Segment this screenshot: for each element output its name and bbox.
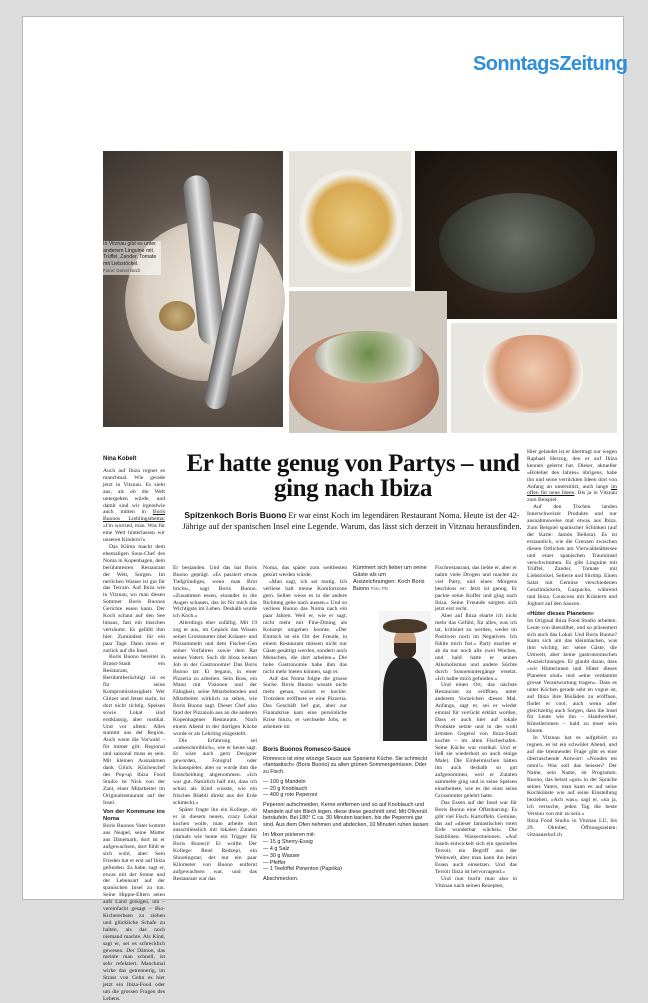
ingredient: — 4 g Salz: [263, 846, 290, 853]
food-shape: [159, 301, 195, 331]
article-column-1: [103, 468, 165, 1002]
recipe-mixer-label: Im Mixer pürieren mit:: [263, 831, 316, 838]
paragraph: Allerdings eher zufällig. Mit 19 zog er aus, im Gepäck das Wissen seiner Grossmutter über Kräuter- und Pilzsammeln und dem Fischer-Gen seiner Vorfahren sowie dem Rat seines Vaters: Such dir bloss keinen Job in der Gastronomie! Das Boris Buono tat: Er begann, in einer Pizzeria zu arbeiten. Sein Boss, ein Mann mit Visionen und der Fähigkeit, seine Mitarbeitenden und Mitarbeiter wirklich zu sehen, wie Boris Buono sagt. Dieser Chef also fand der Pizzaiolo aus an die anderen Kopenhagener Restaurant. Nach einem Abend in der dortigen Küche wurde er als Lehrling eingestellt.: [173, 620, 257, 737]
ingredient: — 1 Teelöffel Pimenton (Paprika): [263, 866, 342, 873]
paragraph: Hier gelandet ist er übertragt nur wegen Raphael Herzog, den er auf Ibiza kennen gelernt hat. Dieser, aktueller «Hotelier des Jahres» übrigens, habe ihn und seine verrückten Ideen dort von Anfang an unterstützt, auch lange im offen für neue Ideen. Bis ja in Vitznau zum Beispiel.: [527, 449, 617, 504]
ingredient: — 20 g Knoblauch: [263, 785, 308, 792]
article-column-5: [527, 449, 617, 901]
photo-caption-text: In Vitznau gibt es unter anderem Linguine mit Trüffel, Zander, Tomate mit Liebstöckel.: [103, 241, 157, 267]
article-column-2: [173, 565, 257, 901]
recipe-method: Peperoni aufschneiden, Kerne entfernen und so auf Knoblauch und Mandeln auf ein Blech legen, diese diese geschnitt sind. Mit Olivenöl beträufeln. Bei 180° C ca. 30 Minuten backen, bis die Peperoni gar sind. Aus dem Ofen nehmen und abdecken, 10 Minuten ruhen lassen.: [263, 801, 430, 829]
headline: Er hatte genug von Partys – und ging nach Ibiza: [186, 450, 520, 502]
subheading: «Hüter dieses Planeten»: [527, 610, 595, 617]
lead-text: Er war einst Koch im legendären Restaurant Noma. Heute ist der 42-Jährige auf der spanischen Insel eine Legende. Warum, das lässt sich derzeit in Vitznau herausfinden.: [182, 511, 522, 531]
ingredient-list: [263, 779, 433, 799]
photo-tartare: [451, 323, 617, 433]
paragraph: Und nun bucht man also in Vitznau nach seinen Rezepten,: [435, 875, 517, 889]
paragraph: Er bestanden. Und das hat Boris Buono geprägt. «Es passiert etwas Tiefgründiges, wenn man Brot bricht», sagt Boris Buono. «Zusammen essen, einander in die Augen schauen, das ist für mich das Wichtigste im Leben. Deshalb wurde ich Koch.»: [173, 565, 257, 620]
paragraph: Später fragte ihn ein Kollege, ob er in diesem neuen, crazy Lokal kochen wolle, man arbeite dort ausschliesslich mit lokalen Zutaten (damals wie heute ein Trigger für Boris Buono)! Er wollte. Der Kollege: René Redzepi, ein Shootingstar, der nur ein paar Kilometer von Buono entfernt aufgewachsen war, und das Restaurant war das: [173, 806, 257, 882]
photo-plate-with-spoons: [103, 151, 283, 427]
paragraph: Auf das Noma folgte die grosse Suche. Boris Buono wusste nicht mehr genau, warum er kochte. Trotzdem eröffnete er eine Pizzeria. Das Geschäft lief gut, aber zur Finanzkrise kam eine persönliche Krise hinzu, er wechselte Jobs, er arbeitete im: [263, 675, 347, 730]
dish-shape: [439, 193, 595, 293]
photo-caption: [103, 241, 161, 275]
highlighted-text: Boris Buonos Lieblingsthema:: [103, 509, 165, 523]
paragraph: Im Original Ibiza Food Studio arbeiten. Leute von überallher, und so präsentiert sich auch das Lokal. Und Boris Buono? Kann sich um das kleinmachen, was ihm wichtig ist: seine Gäste, die Umwelt, aber keine gastronomischen Auszeichnungen. Er glaubt daran, dass «wir Hinterinnen und Hüter dieses Planeten sind» und «eine verdammt grosse Verantwortung tragen». Dass es unter Köchen gerade sehr en vogue ist, auf Ibiza ihre Bioläden zu eröffnen, findet er cool, auch wenn aller gleichzeitig auch Sorgen, dass die Insel für Leute wie ihn – Handwerker, Künstlerinnen – bald zu teuer sein könnte.: [527, 617, 617, 735]
ingredient: — 400 g rote Peperoni: [263, 792, 318, 799]
ingredient: — 30 g Wasser: [263, 852, 300, 859]
paragraph: Die Erfahrung sei «unbeschreiblich», wie er heute sagt. Er wäre auch gern Designer geworden, Fotograf oder Schauspieler, aber so wurde ihm die Entscheidung abgenommen. «Ich war gut. Natürlich half mir, dass ich schon als Kind wusste, wie ein frisches Rüebli direkt aus der Erde schmeckt.»: [173, 737, 257, 806]
portrait-caption-text: Kümmert sich lieber um seine Gäste als um Auszeichnungen: Koch Boris Buono: [353, 565, 427, 592]
paragraph: Auf den Tischen landen Innerschweizer Produkte und nur ausnahmsweise mal etwas aus Ibiza. Zum Beispiel spanischer Schinken (auf der Karte: Jamón Bellota). Es ist erstaunlich, wie die Grenzen zwischen diesen Ortlichen am Vierwaldstättersee und einer spanischen Trauminsel verschwimmen. Es gibt Linguine mit Trüffel, Zander, Tomate mit Liebstöckel, Sellerie und Shrimp. Einen Salat mit Gemüse verschiedenen Geschmäckern, Gazpacho, während und Ibiza. Couscous mit Kräutern und Joghurt auf den Saucen.: [527, 504, 617, 607]
recipe-title: Boris Buonos Romesco-Sauce: [263, 747, 351, 753]
author-name: Nina Kobelt: [103, 456, 137, 462]
photo-caption-credit: Fotos: Daniel Beldi: [103, 268, 140, 274]
photo-oyster-in-hand: [289, 291, 447, 433]
paragraph: Boris Buonos Vater kommt aus Neapel, seine Mutter aus Dänemark, dort ist er aufgewachsen, dort fühlt er sich wohl, aber: Sein Frieden hat er erst auf Ibiza gefunden. Es habe, sagt er, etwas mit der Sonne und der Lebensart auf der spanischen Insel zu tun. Seine Hippie-Eltern seien aufs Land gezogen, um – vereinfacht gesagt – Bio-Kichererbsen zu ziehen und glückliche Schafe zu halten, als das noch niemand machte. Als Kind, sagt er, sei es schrecklich gewesen. Der Dämon, das meinte man schnell, ist sehr refektiert. Manchmal wirke das getrennerig, im Strass von Gehn es hier jetzt ein Ibiza-Food oder um die grossen Fragen des Lebens.: [103, 823, 165, 1002]
paragraph: Und einen Ort, das nächste Restaurant zu eröffnen, unter anderem Vorzeichen dieses Mal. Anfangs, sagt er, sei er wieder einmal für verrückt erklärt worden, Dass er auch hier auf lokale Produkte setzte und in der wohl ärmsten Gegend von Ibiza-Stadt kochte – im alten Fischerhafen. Seine Küche war rustikal. Und er ließ sie wiederholt so auch einige Male). Die Einheimischen hätten ihn auch deshalb so gut aufgenommen, weil er Zutaten sammelte ging und in seine Speisen einarbeitete, wie es die einst seine Grossmutter gelehrt hatte.: [435, 682, 517, 799]
newspaper-page: [22, 16, 628, 1002]
article-column-4: [435, 565, 517, 901]
article-column-3: [263, 565, 347, 745]
beard-shape: [394, 643, 416, 659]
subheading: Von der Kommune ins Noma: [103, 809, 165, 823]
paragraph: In Vitznau hat es aufgehört zu regnen, es ist ein schwüler Abend, und auf die brennender Frage gibt es eine überraschende Antwort: «Noodes est omni!» Was soll das heissen? Der Name, sein Name, ist Programm. Buono, das heisst «gut» in der Sprache seines Vaters, man kann es auf seine Kochkünste wie auf seine Einstellung beziehen. «Ach was», sagt er, «na ja, ich versuche, jeden Tag die beste Version von mir zu sein.»: [527, 735, 617, 818]
lead-paragraph: [175, 510, 529, 532]
publication-logo: SonntagsZeitung: [473, 53, 628, 75]
recipe-end: Abschmecken.: [263, 875, 299, 882]
recipe-box: [263, 747, 433, 884]
paragraph: Das Essen auf der Insel war für Boris Buono eine Offenbarung: Es gibt viel Fisch. Kartoffeln. Gemüse, das auf «dieser fantastischen roten Erde wunderbar wächst». Die Salzblüten. Wassermelonen. «Auf Inseln entwickelt sich ein spezielles Terroir, ein Begriff aus der Weinwelt, aber man kann ihn beim Essen auch einsetzen. Und das Terroir Ibiza ist hervorragend.»: [435, 799, 517, 875]
paragraph: Das Klima macht dem ehemaligen Sous-Chef des Noma in Kopenhagen, dem berühmtesten Restaurant der Welt, Sorgen. Im nerlichen Wasser ist gut für das Terrain. Auf Ibiza wie in Vitznau, wo man diesen Sommer Boris Buonos Gerichte essen kann. Der Koch schaut auf den See hinaus, fast ein bisschen verträumt. Es gefällt ihm hier. Zumindest für ein paar Tage. Dann muss er zurück auf die Insel.: [103, 543, 165, 654]
paragraph: «Man sagt, ich sei mutig. Ich verliese halt meine Komfortzone gern. Selber weiss es in die andere Richtung gehe nach aussen.» Und so verliess Buono das Noma nach ein paar Jahren. Weil er, wie er sagt, nicht mehr mit Fine-Dining als Konzept umgehen konnte. «Der Eintisch ist ein Ort der Freude, in einem Restaurant müssen nicht nur Gäste gesättigt werden, sondern auch Menschen, die dort arbeiten.» Die hohe Gastronomie habe ihm das nicht mehr bieten können, sagt er.: [263, 578, 347, 675]
paragraph: Aber auf Ibiza ebarte ich nicht mehr das Gefühl, für alles, was ich tat, kritisiert zu werden, weder im Positiven noch im Negativen. Ich fühlte mich frei.» Party machte er ab da nur noch alle zwei Wochen, und bald hatte er seinen Alkoholismus und andere Süchte durch Sonnenuntergänge ersetzt. «Ich halbe mich gefunden.»: [435, 613, 517, 682]
paragraph: Fischrestaurant, das liebte er, aber er nahm viele Drogen und machte zu viel Party, und eines Morgens beschloss er: Jetzt ist genug. Er packte seine Koffer und ging nach Ibiza. Seine Freunde sorgten sich jetzt erst recht.: [435, 565, 517, 613]
paragraph: Boris Buono bereitet in Brasst-Stadt ein Restaurant, Berühmtberüchtigt ist es für seine Kompromisslosigkeit. Wer Glitzer und Jetset sucht, ist dort nicht richtig. Speisen sowie Lokal sind erstklassig, aber rustikal. Und vor allem: Alles stammt aus der Region. Auch wenn die Vorwahl – für immer gilt: Regional und saisonal muss es sein. Mit kleinen Ausnahmen dank Glück. Küchenchef des Pop-up Ibiza Food Studio ist Nick von der Zant, einer Mitarbeiter im Originalrestaurant auf der Insel.: [103, 654, 165, 806]
ingredient: — Pfeffer: [263, 859, 286, 866]
ingredient: — 15 g Sherry-Essig: [263, 839, 313, 846]
portrait-caption-credit: Foto: PD: [370, 585, 389, 591]
ingredient: — 100 g Mandeln: [263, 778, 306, 785]
food-shape: [483, 335, 583, 413]
body-shape: [383, 657, 427, 741]
photo-portrait-chef: [379, 611, 431, 741]
recipe-intro: Romesco ist eine würzige Sauce aus Spaniens Küche. Sie schmeckt «fantastisch» (Boris Buono) zu allen grünen Sommergemüsen. Oder zu Fisch.: [263, 755, 428, 776]
oyster-shape: [315, 331, 423, 383]
info-box-text: Ibiza Food Studio in Vitznau LU, bis 29. Oktober, Öffnungszeiten: vitznauerhof.ch: [527, 818, 617, 838]
hat-shape: [383, 619, 427, 633]
paragraph: Noma, das später zum weltbesten gekürt werden würde.: [263, 565, 347, 578]
highlighted-text: im offen für neue Ideen: [527, 483, 617, 497]
paragraph: Auch auf Ibiza regnet es manchmal. Wie gerade jetzt in Vitznau. Es sieht aus, als ob die Welt untergehen würde, und damit sind wir irgendwie auch mitten in Boris Buonos Lieblingsthema: «I'm worried, man. Was für eine Welt hinterlassen wir unseren Kindern?»: [103, 468, 165, 544]
photo-pasta: [289, 151, 411, 287]
bowl-shape: [299, 169, 403, 273]
ingredient-list: [263, 839, 433, 873]
portrait-caption: [353, 565, 429, 593]
kicker: Spitzenkoch Boris Buono: [184, 510, 287, 520]
